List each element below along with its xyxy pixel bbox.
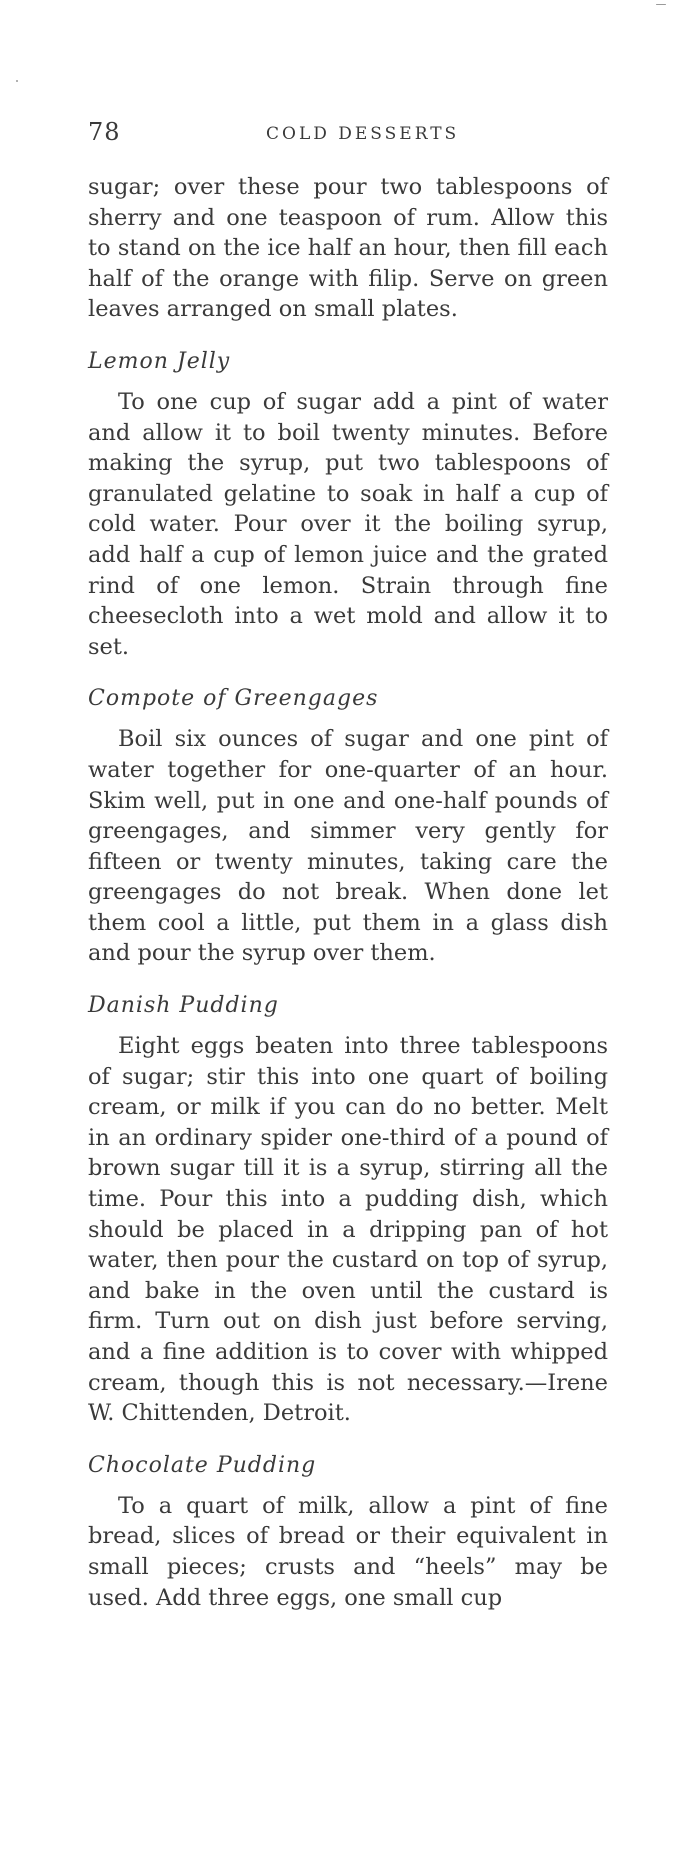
recipe-title: Danish Pudding [88, 993, 279, 1019]
recipe-title: Compote of Greengages [88, 686, 379, 712]
recipe-body: Boil six ounces of sugar and one pint of water together for one-quarter of an hour. Skim well, put in one and one-half pounds of greengages, and simmer very gently for fifteen or twenty minutes, taking care the greengages do not break. When done let them cool a little, put them in a glass dish and pour the syrup over them. [88, 726, 608, 967]
recipe-body: To a quart of milk, allow a pint of fine bread, slices of bread or their equivalent in small pieces; crusts and “heels” may be used. Add three eggs, one small cup [88, 1492, 608, 1611]
running-head: COLD DESSERTS [266, 124, 460, 144]
page-header [88, 118, 608, 152]
margin-speck [656, 4, 666, 5]
page-body [88, 172, 608, 1613]
recipe-danish-pudding [88, 991, 608, 1429]
continuation-paragraph: sugar; over these pour two tablespoons of sherry and one teaspoon of rum. Allow this to stand on the ice half an hour, then fill each half of the orange with filip. Serve on green leaves arranged on small plates. [88, 174, 608, 323]
page-number: 78 [88, 118, 121, 146]
margin-speck [16, 80, 18, 82]
recipe-body: To one cup of sugar add a pint of water and allow it to boil twenty minutes. Before making the syrup, put two tablespoons of granulated gelatine to soak in half a cup of cold water. Pour over it the boiling syrup, add half a cup of lemon juice and the grated rind of one lemon. Strain through fine cheesecloth into a wet mold and allow it to set. [88, 388, 608, 660]
recipe-title: Lemon Jelly [88, 348, 231, 374]
recipe-compote-of-greengages [88, 684, 608, 969]
recipe-lemon-jelly [88, 347, 608, 662]
recipe-body: Eight eggs beaten into three tablespoons of sugar; stir this into one quart of boiling cream, or milk if you can do no better. Melt in an ordinary spider one-third of a pound of brown sugar till it is a syrup, stirring all the time. Pour this into a pudding dish, which should be placed in a dripping pan of hot water, then pour the custard on top of syrup, and bake in the oven until the custard is firm. Turn out on dish just before serving, and a fine addition is to cover with whipped cream, though this is not necessary.—Irene W. Chittenden, Detroit. [88, 1033, 608, 1427]
recipe-title: Chocolate Pudding [88, 1452, 317, 1478]
recipe-chocolate-pudding [88, 1451, 608, 1613]
